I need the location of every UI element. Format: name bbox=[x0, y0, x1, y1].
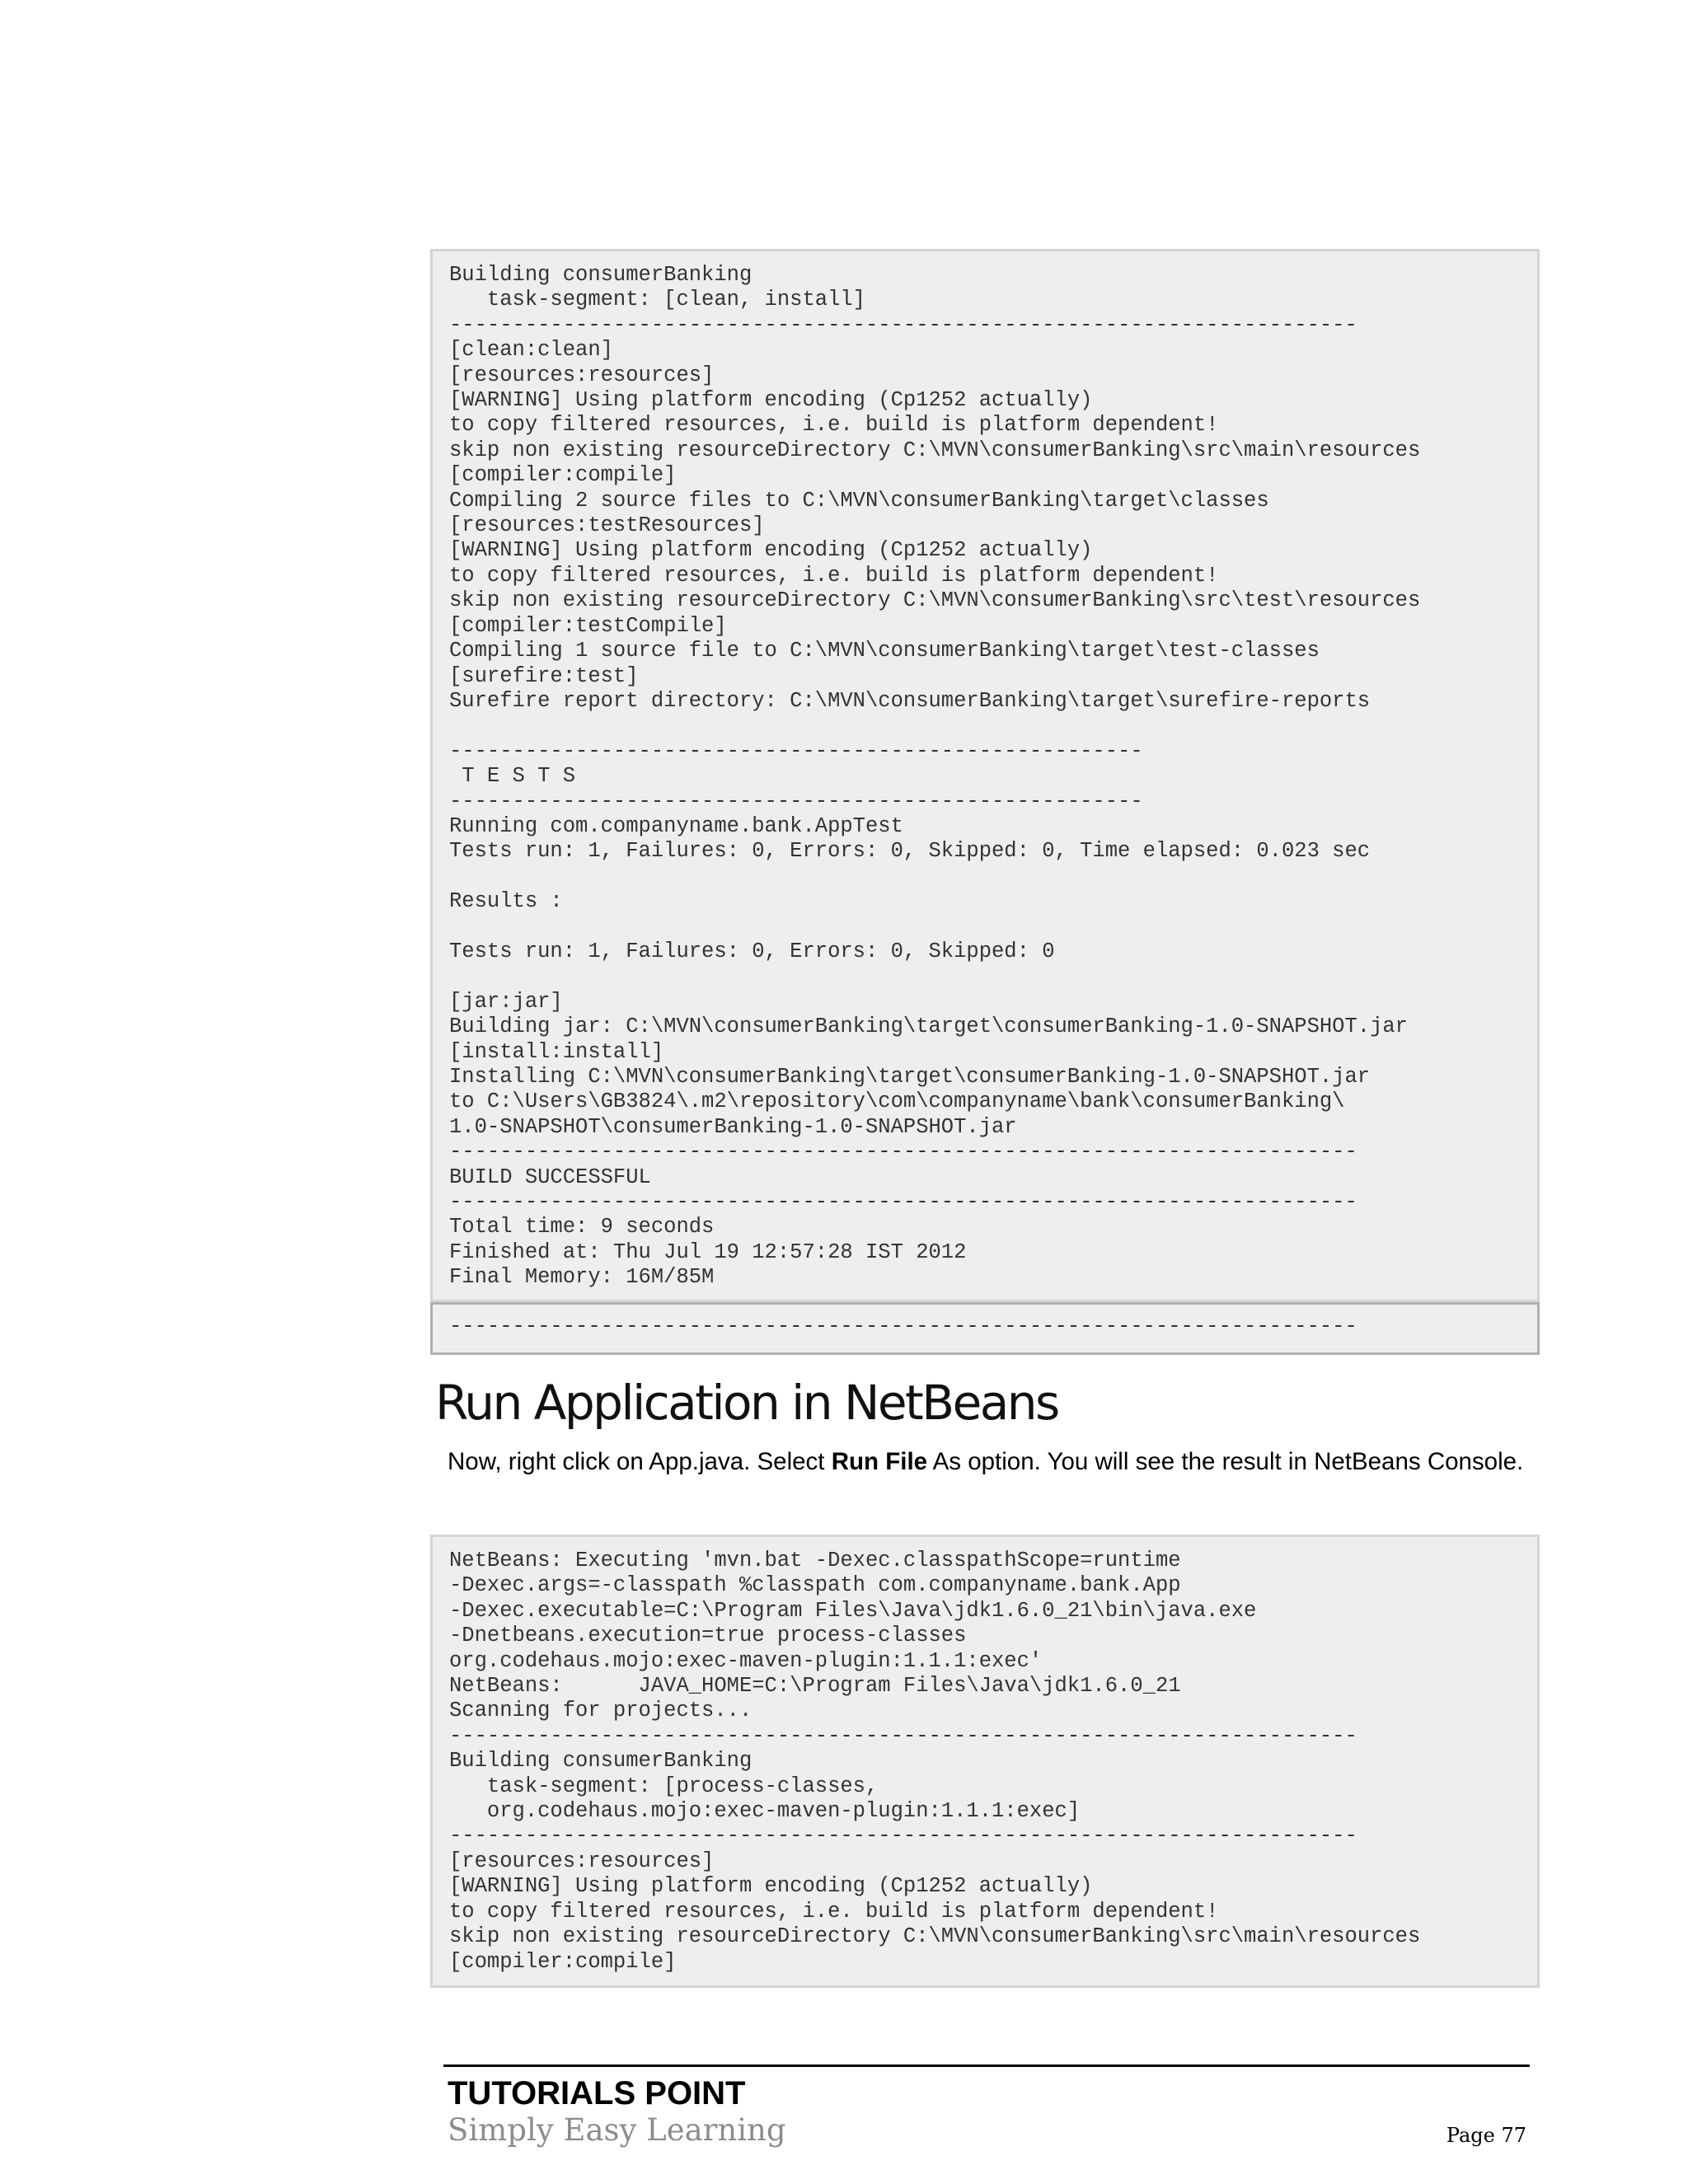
netbeans-console-text: NetBeans: Executing 'mvn.bat -Dexec.classpathScope=runtime -Dexec.args=-classpath %classpath com.companyname.bank.App -Dexec.executable=C:\Program Files\Java\jdk1.6.0_21\bin\java.exe -Dnetbeans.execution=true process-classes org.codehaus.mojo:exec-maven-plugin:1.1.1:exec' NetBeans: JAVA_HOME=C:\Program Files\Java\jdk1.6.0_21 Scanning for projects... ------------------------------------------------------------------------ Building consumerBanking task-segment: [process-classes, org.codehaus.mojo:exec-maven-plugin:1.1.1:exec] ------------------------------------------------------------------------ [resources:resources] [WARNING] Using platform encoding (Cp1252 actually) to copy filtered resources, i.e. build is platform dependent! skip non existing resourceDirectory C:\MVN\consumerBanking\src\main\resources [compiler:compile] bbox=[449, 1549, 1421, 1974]
instruction-paragraph bbox=[448, 1447, 1527, 1477]
run-file-emphasis: Run File bbox=[831, 1448, 928, 1475]
footer-divider bbox=[443, 2064, 1530, 2067]
build-output-text: Building consumerBanking task-segment: [clean, install] ------------------------------------------------------------------------ [clean:clean] [resources:resources] [WARNING] Using platform encoding (Cp1252 actually) to copy filtered resources, i.e. build is platform dependent! skip non existing resourceDirectory C:\MVN\consumerBanking\src\main\resources [compiler:compile] Compiling 2 source files to C:\MVN\consumerBanking\target\classes [resources:testResources] [WARNING] Using platform encoding (Cp1252 actually) to copy filtered resources, i.e. build is platform dependent! skip non existing resourceDirectory C:\MVN\consumerBanking\src\test\resources [compiler:testCompile] Compiling 1 source file to C:\MVN\consumerBanking\target\test-classes [surefire:test] Surefire report directory: C:\MVN\consumerBanking\target\surefire-reports ------------------------------------------------------- T E S T S ------------------------------------------------------- Running com.companyname.bank.AppTest Tests run: 1, Failures: 0, Errors: 0, Skipped: 0, Time elapsed: 0.023 sec Results : Tests run: 1, Failures: 0, Errors: 0, Skipped: 0 [jar:jar] Building jar: C:\MVN\consumerBanking\target\consumerBanking-1.0-SNAPSHOT.jar [install:install] Installing C:\MVN\consumerBanking\target\consumerBanking-1.0-SNAPSHOT.jar to C:\Users\GB3824\.m2\repository\com\companyname\bank\consumerBanking\ 1.0-SNAPSHOT\consumerBanking-1.0-SNAPSHOT.jar ------------------------------------------------------------------------ BUILD SUCCESSFUL ------------------------------------------------------------------------ Total time: 9 seconds Finished at: Thu Jul 19 12:57:28 IST 2012 Final Memory: 16M/85M bbox=[449, 263, 1421, 1290]
footer-tagline: Simply Easy Learning bbox=[448, 2112, 786, 2148]
section-heading: Run Application in NetBeans bbox=[435, 1375, 1058, 1431]
page-number: Page 77 bbox=[1446, 2124, 1526, 2147]
separator-code-block bbox=[430, 1302, 1540, 1355]
separator-text: ------------------------------------------------------------------------ bbox=[449, 1315, 1357, 1338]
footer-brand: TUTORIALS POINT bbox=[448, 2075, 746, 2111]
paragraph-text-start: Now, right click on App.java. Select bbox=[448, 1448, 832, 1475]
paragraph-text-end: As option. You will see the result in NetBeans Console. bbox=[927, 1448, 1524, 1475]
netbeans-console-code-block bbox=[430, 1535, 1540, 1988]
build-output-code-block bbox=[430, 249, 1540, 1302]
